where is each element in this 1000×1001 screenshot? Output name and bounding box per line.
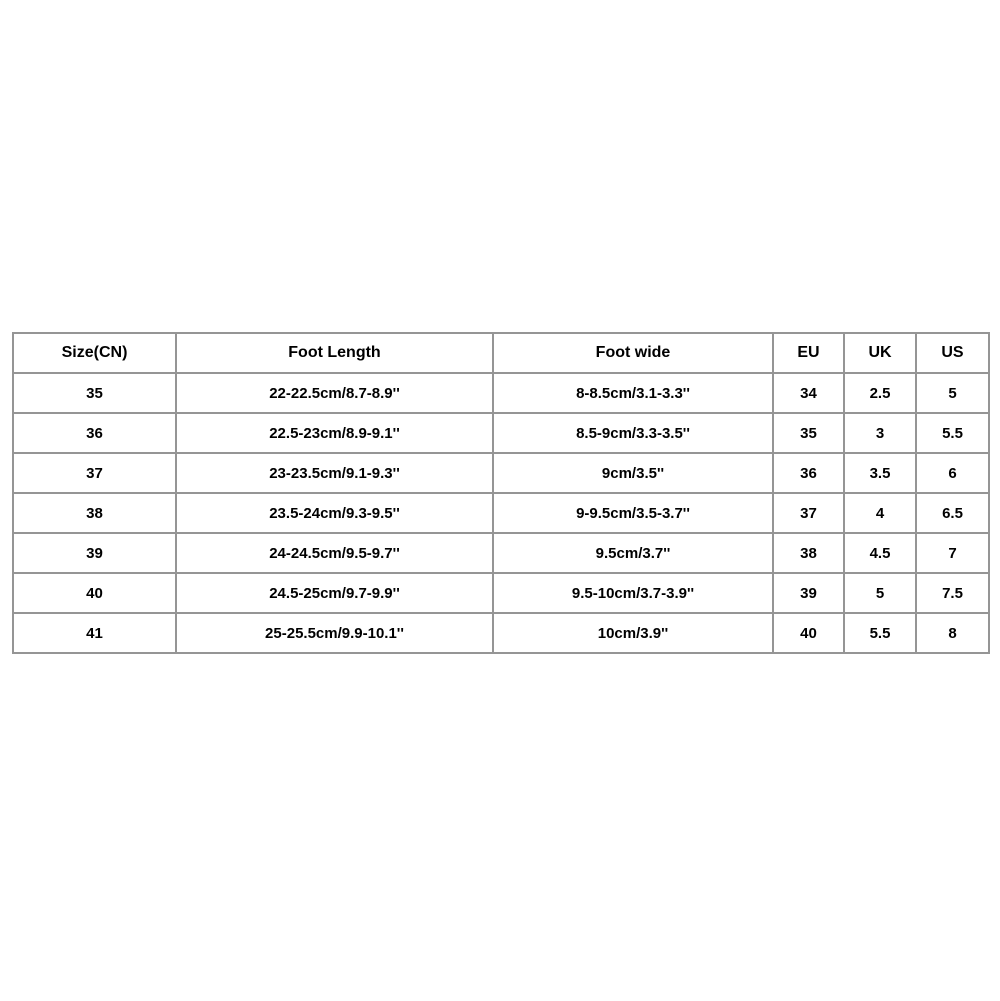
table-cell: 24-24.5cm/9.5-9.7'' bbox=[176, 533, 493, 573]
table-cell: 4.5 bbox=[844, 533, 916, 573]
table-cell: 3 bbox=[844, 413, 916, 453]
table-cell: 8.5-9cm/3.3-3.5'' bbox=[493, 413, 773, 453]
table-cell: 36 bbox=[13, 413, 176, 453]
table-cell: 9.5cm/3.7'' bbox=[493, 533, 773, 573]
table-row bbox=[13, 493, 989, 533]
table-row bbox=[13, 533, 989, 573]
table-cell: 9-9.5cm/3.5-3.7'' bbox=[493, 493, 773, 533]
table-row bbox=[13, 413, 989, 453]
header-cell: US bbox=[916, 333, 989, 373]
table-cell: 2.5 bbox=[844, 373, 916, 413]
table-cell: 3.5 bbox=[844, 453, 916, 493]
table-cell: 7 bbox=[916, 533, 989, 573]
table-cell: 40 bbox=[13, 573, 176, 613]
table-cell: 39 bbox=[13, 533, 176, 573]
table-cell: 22.5-23cm/8.9-9.1'' bbox=[176, 413, 493, 453]
table-body bbox=[13, 373, 989, 653]
table-cell: 22-22.5cm/8.7-8.9'' bbox=[176, 373, 493, 413]
table-cell: 5 bbox=[916, 373, 989, 413]
table-row bbox=[13, 373, 989, 413]
table-cell: 38 bbox=[773, 533, 844, 573]
table-cell: 6 bbox=[916, 453, 989, 493]
table-cell: 41 bbox=[13, 613, 176, 653]
table-cell: 34 bbox=[773, 373, 844, 413]
table-cell: 5 bbox=[844, 573, 916, 613]
table-cell: 38 bbox=[13, 493, 176, 533]
table-cell: 37 bbox=[13, 453, 176, 493]
table-cell: 8 bbox=[916, 613, 989, 653]
table-cell: 25-25.5cm/9.9-10.1'' bbox=[176, 613, 493, 653]
table-row bbox=[13, 453, 989, 493]
table-cell: 4 bbox=[844, 493, 916, 533]
table-cell: 35 bbox=[773, 413, 844, 453]
header-cell: Foot wide bbox=[493, 333, 773, 373]
table-cell: 36 bbox=[773, 453, 844, 493]
table-cell: 40 bbox=[773, 613, 844, 653]
table-cell: 5.5 bbox=[844, 613, 916, 653]
table-cell: 23-23.5cm/9.1-9.3'' bbox=[176, 453, 493, 493]
table-row bbox=[13, 613, 989, 653]
table-cell: 5.5 bbox=[916, 413, 989, 453]
table-cell: 6.5 bbox=[916, 493, 989, 533]
table-cell: 39 bbox=[773, 573, 844, 613]
table-cell: 9cm/3.5'' bbox=[493, 453, 773, 493]
header-cell: Size(CN) bbox=[13, 333, 176, 373]
table-cell: 23.5-24cm/9.3-9.5'' bbox=[176, 493, 493, 533]
table-cell: 10cm/3.9'' bbox=[493, 613, 773, 653]
table-cell: 8-8.5cm/3.1-3.3'' bbox=[493, 373, 773, 413]
table-cell: 24.5-25cm/9.7-9.9'' bbox=[176, 573, 493, 613]
header-cell: EU bbox=[773, 333, 844, 373]
shoe-size-chart-table bbox=[12, 332, 990, 654]
table-row bbox=[13, 573, 989, 613]
table-cell: 35 bbox=[13, 373, 176, 413]
header-cell: UK bbox=[844, 333, 916, 373]
table-cell: 37 bbox=[773, 493, 844, 533]
header-cell: Foot Length bbox=[176, 333, 493, 373]
table-cell: 7.5 bbox=[916, 573, 989, 613]
table-header-row bbox=[13, 333, 989, 373]
table-cell: 9.5-10cm/3.7-3.9'' bbox=[493, 573, 773, 613]
